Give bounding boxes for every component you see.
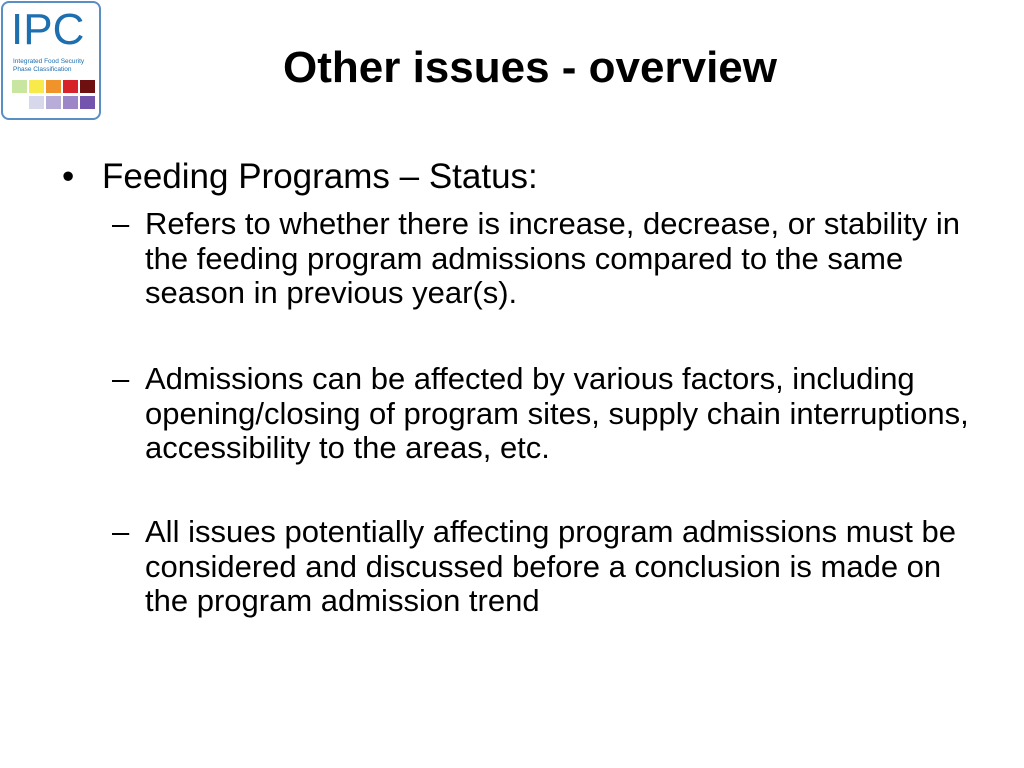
main-bullet-text: Feeding Programs – Status: bbox=[102, 157, 538, 196]
dash-marker: – bbox=[112, 206, 130, 241]
sub-bullet-text: Refers to whether there is increase, decrease, or stability in the feeding program admissions compared to the same season in previous year(s). bbox=[145, 206, 960, 310]
logo-text: IPC bbox=[11, 5, 85, 54]
sub-bullet-text: All issues potentially affecting program admissions must be considered and discussed before a conclusion is made on the program admission trend bbox=[145, 514, 956, 618]
dash-marker: – bbox=[112, 514, 130, 549]
slide-title: Other issues - overview bbox=[283, 43, 777, 92]
logo-subtitle: Integrated Food Security Phase Classification bbox=[13, 58, 85, 73]
sub-bullet-text: Admissions can be affected by various factors, including opening/closing of program sites, supply chain interruptions, accessibility to the areas, etc. bbox=[145, 361, 969, 465]
dash-marker: – bbox=[112, 361, 130, 396]
bullet-marker: • bbox=[62, 157, 75, 196]
